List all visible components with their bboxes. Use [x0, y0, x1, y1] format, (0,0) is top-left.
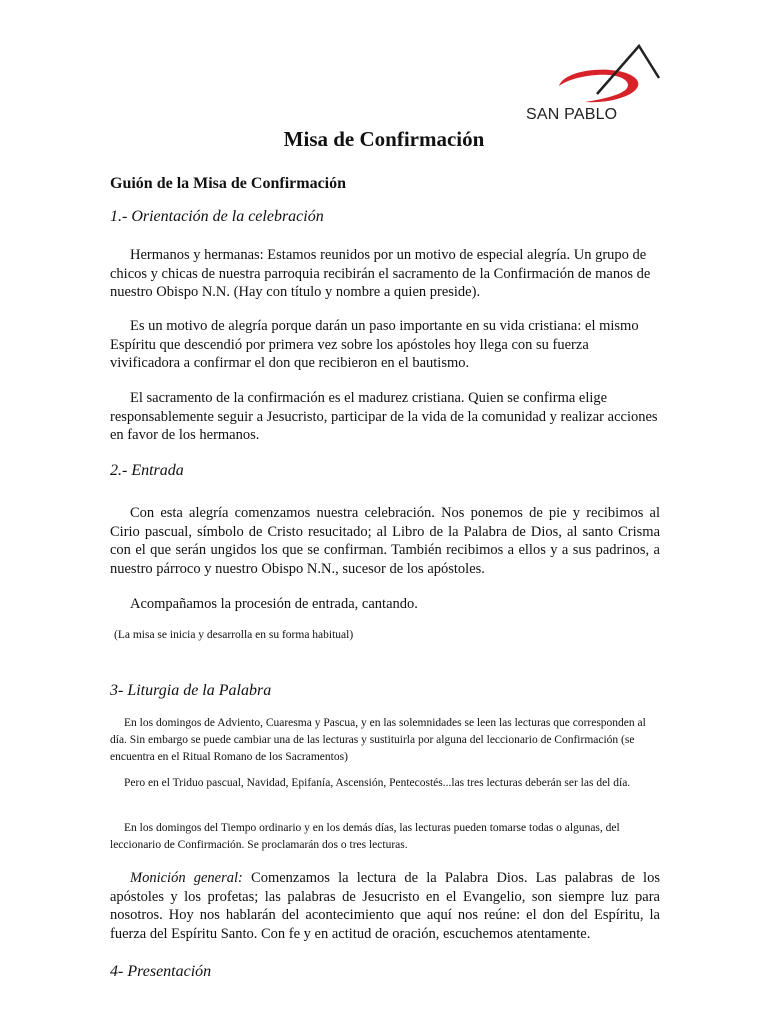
paragraph: Con esta alegría comenzamos nuestra celebración. Nos ponemos de pie y recibimos al Cirio pascual, símbolo de Cristo resucitado; al Libro de la Palabra de Dios, al santo Crisma con el que serán ungidos los que se confirman. También recibimos a ellos y a sus padrinos, a nuestro párroco y nuestro Obispo N.N., sucesor de los apóstoles.: [110, 505, 660, 577]
logo-text: SAN PABLO: [526, 106, 618, 123]
paragraph: En los domingos de Adviento, Cuaresma y Pascua, y en las solemnidades se leen las lecturas que corresponden al día. Sin embargo se puede cambiar una de las lecturas y sustituirla por alguna del leccionario de Confirmación (se encuentra en el Ritual Romano de los Sacramentos): [110, 717, 646, 763]
paragraph-monicion: Monición general: Comenzamos la lectura de la Palabra Dios. Las palabras de los apóstoles y los profetas; las palabras de Jesucristo en el Evangelio, son siempre luz para nosotros. Hoy nos hablarán del acontecimiento que aquí nos reúne: el don del Espíritu, la fuerza del Espíritu Santo. Con fe y en actitud de oración, escuchemos atentamente.: [110, 870, 660, 942]
paragraph: Hermanos y hermanas: Estamos reunidos por un motivo de especial alegría. Un grupo de chicos y chicas de nuestra parroquia recibirán el sacramento de la Confirmación de manos de nuestro Obispo N.N. (Hay con título y nombre a quien preside).: [110, 247, 651, 300]
paragraph: Acompañamos la procesión de entrada, cantando.: [130, 596, 418, 612]
section-heading-presentacion: 4- Presentación: [110, 963, 212, 980]
san-pablo-swoosh-icon: [555, 42, 665, 112]
paragraph: El sacramento de la confirmación es el madurez cristiana. Quien se confirma elige responsablemente seguir a Jesucristo, participar de la vida de la comunidad y realizar acciones en favor de los hermanos.: [110, 390, 658, 443]
paragraph: En los domingos del Tiempo ordinario y en los demás días, las lecturas pueden tomarse todas o algunas, del leccionario de Confirmación. Se proclamarán dos o tres lecturas.: [110, 822, 620, 851]
section-heading-liturgia: 3- Liturgia de la Palabra: [110, 682, 272, 699]
note: (La misa se inicia y desarrolla en su forma habitual): [114, 629, 354, 641]
monicion-label: Monición general:: [130, 870, 243, 886]
paragraph: Es un motivo de alegría porque darán un paso importante en su vida cristiana: el mismo Espíritu que descendió por primera vez sobre los apóstoles hoy llega con su fuerza vivificadora a confirmar el don que recibieron en el bautismo.: [110, 318, 639, 371]
page-title: Misa de Confirmación: [283, 127, 485, 151]
paragraph: Pero en el Triduo pascual, Navidad, Epifanía, Ascensión, Pentecostés...las tres lecturas deberán ser las del día.: [124, 777, 631, 789]
san-pablo-logo: [526, 42, 665, 127]
guide-subtitle: Guión de la Misa de Confirmación: [110, 175, 347, 192]
section-heading-orientacion: 1.- Orientación de la celebración: [110, 208, 324, 225]
section-heading-entrada: 2.- Entrada: [110, 462, 184, 479]
